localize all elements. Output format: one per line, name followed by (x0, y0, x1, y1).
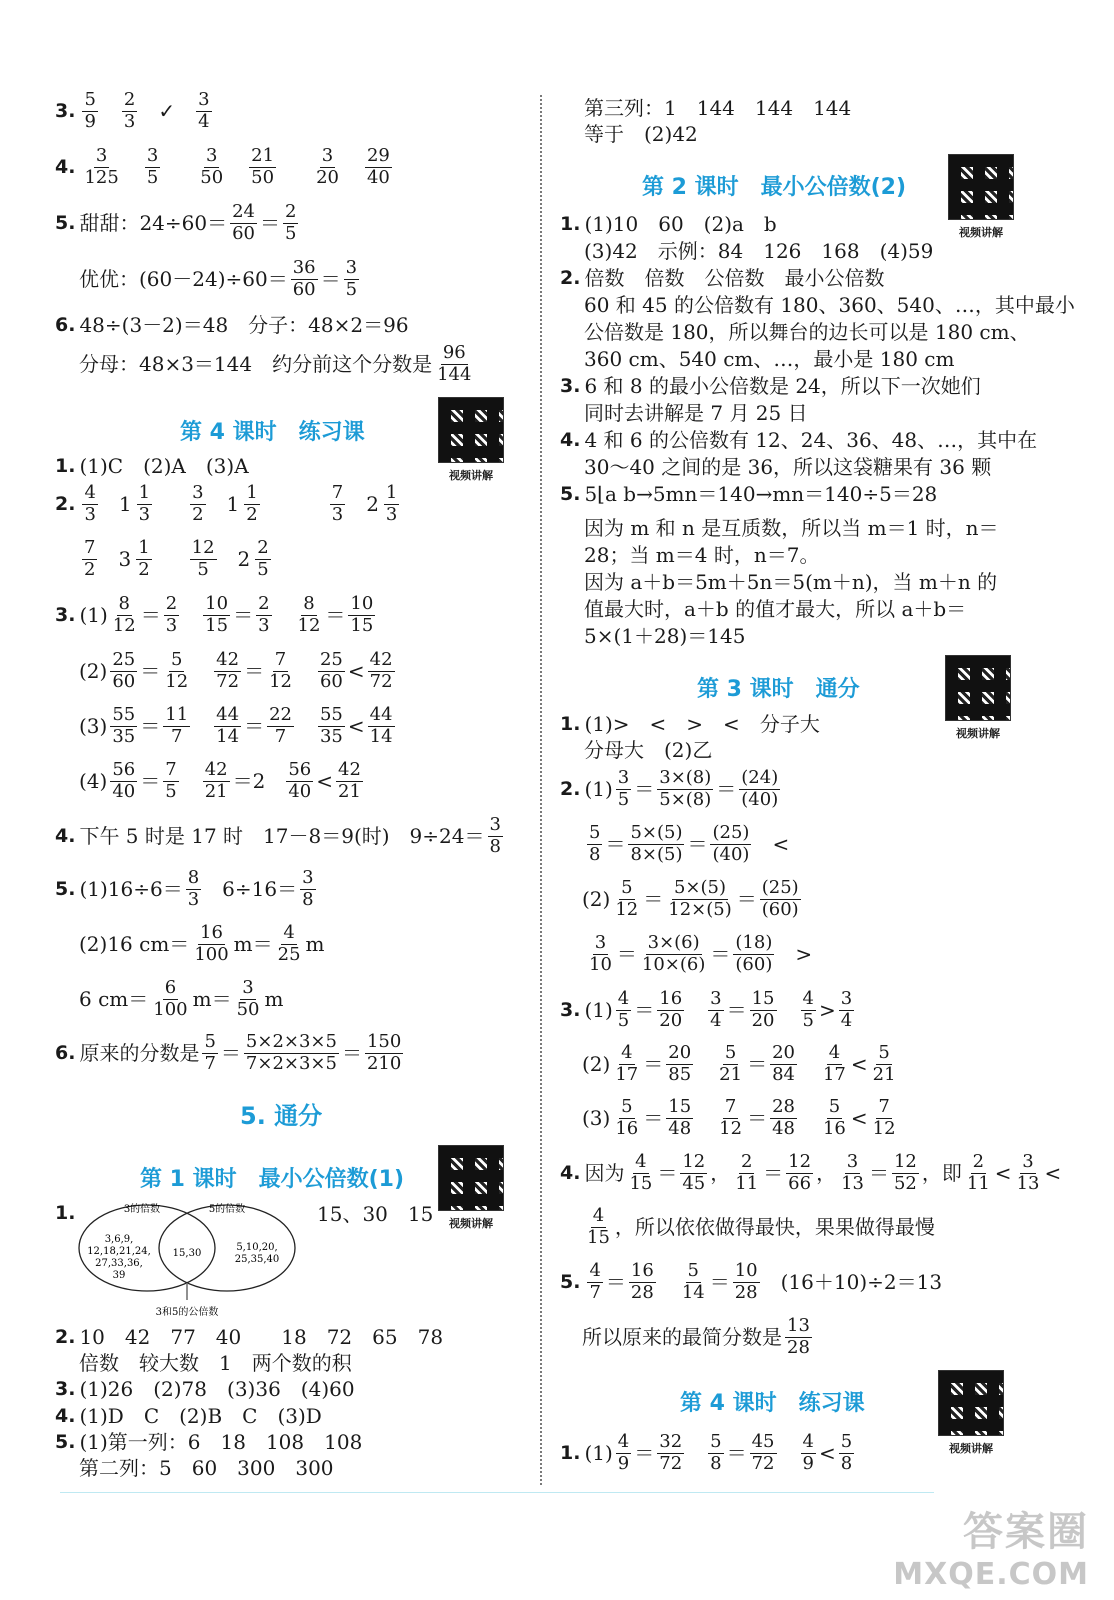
t3-row-1: 3. (1) 4 5 ＝ 16 20 3 4 ＝ 15 20 4 5 > 3 4 (560, 988, 853, 1031)
fraction: 2 3 (123, 89, 136, 132)
p3-row-2: (2) 25 60 ＝ 5 12 42 72 ＝ 7 12 25 60 < 42 72 (79, 649, 393, 692)
r2-line-d: 360 cm、540 cm、…，最小是 180 cm (584, 347, 955, 371)
p4-line: 4. 下午 5 时是 17 时 17－8＝9(时) 9÷24＝ 3 8 (55, 814, 501, 857)
watermark-logo: 答案圈 (963, 1509, 1089, 1555)
p5-line-c: 6 cm＝ 6 100 m＝ 3 50 m (79, 977, 284, 1020)
section-title: 第 2 课时 最小公倍数(2) (642, 175, 907, 200)
p2-line-b: 7 2 3 1 2 12 5 2 2 5 (84, 537, 269, 580)
svg-text:25,35,40: 25,35,40 (234, 1254, 280, 1265)
venn-label-5: 5的倍数 (208, 1204, 246, 1215)
watermark (893, 1500, 1089, 1592)
t2-row-1: 2. (1) 3 5 ＝ 3×(8) 5×(8) ＝ (24) (40) (560, 767, 779, 810)
r2-line-c: 公倍数是 180，所以舞台的边长可以是 180 cm、 (584, 320, 1030, 344)
p3-row-4: (4) 56 40 ＝ 7 5 42 21 ＝ 2 56 40 < 42 21 (79, 759, 361, 802)
s2-line-a: 2. 10 42 77 40 18 72 65 78 (55, 1325, 444, 1349)
svg-text:5,10,20,: 5,10,20, (236, 1242, 278, 1253)
r2-line-b: 60 和 45 的公倍数有 180、360、540、…，其中最小 (584, 293, 1075, 317)
r-top-b: 等于 (2)42 (584, 122, 698, 146)
svg-text:12,18,21,24,: 12,18,21,24, (87, 1246, 151, 1257)
q6-line-a: 6. 48÷(3－2)＝48 分子：48×2＝96 (55, 313, 409, 337)
r5-line-e: 值最大时，a＋b 的值才最大，所以 a＋b＝ (584, 597, 967, 621)
left-column (55, 0, 525, 1520)
q5-line-a: 5. 甜甜：24÷60＝ 24 60 ＝ 2 5 (55, 201, 297, 244)
section-title: 第 3 课时 通分 (697, 677, 860, 702)
qr-caption: 视频讲解 (959, 226, 1003, 239)
qr-code-icon (948, 154, 1014, 220)
qr-code[interactable] (948, 154, 1014, 240)
s1-answer: 15、30 15 (317, 1202, 434, 1226)
p1-line: 1. (1)C (2)A (3)A (55, 454, 249, 478)
p3-row-1: 3. (1) 8 12 ＝ 2 3 10 15 ＝ 2 3 8 12 ＝ 10 15 (55, 593, 374, 636)
svg-text:3和5的公倍数: 3和5的公倍数 (155, 1307, 219, 1318)
t2-row-4: 3 10 ＝ 3×(6) 10×(6) ＝ (18) (60) > (589, 932, 813, 975)
r-top-a: 第三列：1 144 144 144 (584, 96, 852, 120)
r1-line-b: (3)42 示例：84 126 168 (4)59 (584, 239, 934, 263)
svg-text:3,6,9,: 3,6,9, (104, 1234, 134, 1245)
t1-line-a: 1. (1)> < > < 分子大 (560, 712, 820, 736)
s1-number: 1. (55, 1202, 76, 1224)
t1-line-b: 分母大 (2)乙 (584, 738, 713, 762)
p3-row-3: (3) 55 35 ＝ 11 7 44 14 ＝ 22 7 55 35 < 44 14 (79, 704, 393, 747)
t2-row-3: (2) 5 12 ＝ 5×(5) 12×(5) ＝ (25) (60) (582, 877, 799, 920)
t3-row-2: (2) 4 17 ＝ 20 85 5 21 ＝ 20 84 4 17 < 5 21 (582, 1042, 896, 1085)
t4-line-b: 4 15 ，所以依依做得最快，果果做得最慢 (587, 1205, 935, 1248)
fraction: 3 4 (198, 89, 210, 132)
watermark-url: MXQE.COM (893, 1557, 1089, 1592)
qr-caption: 视频讲解 (449, 1217, 493, 1230)
svg-text:27,33,36,: 27,33,36, (95, 1258, 143, 1269)
t5-line-a: 5. 4 7 ＝ 16 28 5 14 ＝ 10 28 (16＋10)÷2＝13 (560, 1260, 943, 1303)
qr-code-icon (938, 1370, 1004, 1436)
column-divider (540, 95, 542, 1485)
r5-line-d: 因为 a＋b＝5m＋5n＝5(m＋n)，当 m＋n 的 (584, 570, 998, 594)
s5-line-a: 5. (1)第一列：6 18 108 108 (55, 1430, 363, 1454)
r5-line-a: 5. 5⌊a b→5mn＝140→mn＝140÷5＝28 (560, 482, 938, 506)
u1-line: 1. (1) 4 9 ＝ 32 72 5 8 ＝ 45 72 4 9 < 5 8 (560, 1431, 853, 1474)
r2-line-a: 2. 倍数 倍数 公倍数 最小公倍数 (560, 266, 885, 290)
qr-code[interactable] (938, 1370, 1004, 1456)
section-title: 第 1 课时 最小公倍数(1) (140, 1167, 405, 1192)
qr-code-icon (945, 655, 1011, 721)
q3-line (55, 90, 215, 132)
p5-line-a: 5. (1)16÷6＝ 8 3 6÷16＝ 3 8 (55, 867, 314, 910)
fraction: 5 9 (84, 89, 96, 132)
q6-line-b: 分母：48×3＝144 约分前这个分数是 96 144 (79, 342, 472, 385)
p2-line-a: 2. 4 3 1 1 3 3 2 1 1 2 7 3 2 1 3 (55, 482, 398, 525)
venn-diagram (77, 1198, 297, 1323)
r4-line-b: 30～40 之间的是 36，所以这袋糖果有 36 颗 (584, 455, 992, 479)
chapter-title: 5. 通分 (240, 1102, 323, 1130)
svg-text:39: 39 (112, 1270, 126, 1281)
r3-line-a: 3. 6 和 8 的最小公倍数是 24，所以下一次她们 (560, 374, 981, 398)
p6-line: 6. 原来的分数是 5 7 ＝ 5×2×3×5 7×2×3×5 ＝ 150 210 (55, 1031, 402, 1074)
t5-line-b: 所以原来的最简分数是 13 28 (582, 1315, 810, 1358)
s3-line: 3. (1)26 (2)78 (3)36 (4)60 (55, 1377, 355, 1401)
qr-code-icon (438, 397, 504, 463)
q4-number: 4. (55, 155, 76, 178)
r5-line-c: 28；当 m＝4 时，n＝7。 (584, 543, 820, 567)
qr-code[interactable] (438, 1145, 504, 1231)
r5-line-f: 5×(1＋28)＝145 (584, 624, 746, 648)
qr-code[interactable] (438, 397, 504, 483)
qr-caption: 视频讲解 (449, 469, 493, 482)
q5-line-b: 优优：(60－24)÷60＝ 36 60 ＝ 3 5 (79, 257, 358, 300)
svg-text:15,30: 15,30 (172, 1248, 202, 1259)
r3-line-b: 同时去讲解是 7 月 25 日 (584, 401, 808, 425)
venn-label-3: 3的倍数 (123, 1204, 161, 1215)
check-icon: ✓ (158, 99, 176, 124)
t3-row-3: (3) 5 16 ＝ 15 48 7 12 ＝ 28 48 5 16 < 7 12 (582, 1096, 896, 1139)
qr-code-icon (438, 1145, 504, 1211)
p5-line-b: (2)16 cm＝ 16 100 m＝ 4 25 m (79, 922, 325, 965)
right-column (560, 0, 1075, 1520)
s5-line-b: 第二列：5 60 300 300 (79, 1456, 334, 1480)
qr-code[interactable] (945, 655, 1011, 741)
q3-number: 3. (55, 99, 76, 122)
t2-row-2: 5 8 ＝ 5×(5) 8×(5) ＝ (25) (40) < (589, 822, 790, 865)
bottom-rule (60, 1492, 934, 1493)
s2-line-b: 倍数 较大数 1 两个数的积 (79, 1351, 352, 1375)
section-title: 第 4 课时 练习课 (680, 1391, 865, 1416)
r4-line-a: 4. 4 和 6 的公倍数有 12、24、36、48、…，其中在 (560, 428, 1038, 452)
q4-line: 4. 3 125 3 5 3 50 21 50 3 20 29 40 (55, 145, 390, 188)
r5-line-b: 因为 m 和 n 是互质数，所以当 m＝1 时，n＝ (584, 516, 999, 540)
qr-caption: 视频讲解 (949, 1442, 993, 1455)
r1-line-a: 1. (1)10 60 (2)a b (560, 212, 777, 236)
qr-caption: 视频讲解 (956, 727, 1000, 740)
t4-line-a: 4. 因为 4 15 ＝ 12 45 ， 2 11 ＝ 12 66 ， 3 13 ＝ 12 52 ，即 2 11 < 3 13 < (560, 1151, 1062, 1194)
section-title: 第 4 课时 练习课 (180, 420, 365, 445)
s4-line: 4. (1)D C (2)B C (3)D (55, 1404, 322, 1428)
